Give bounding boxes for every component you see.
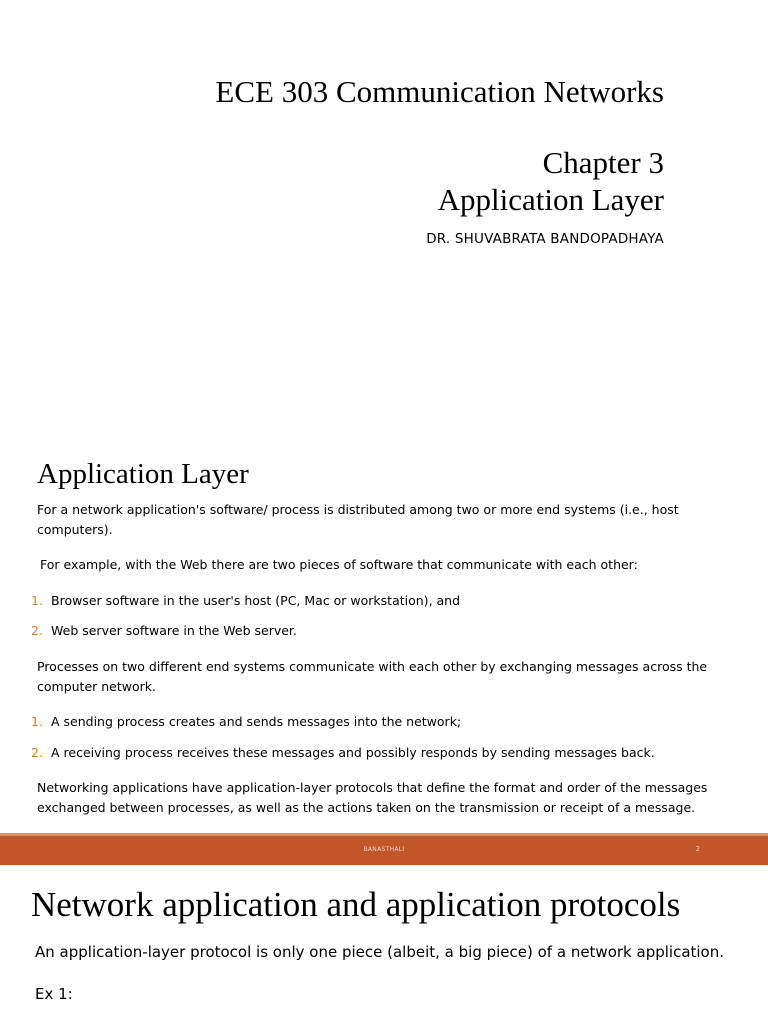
slide-application-layer: [0, 440, 768, 865]
footer-label: BANASTHALI: [363, 846, 405, 853]
course-title: ECE 303 Communication Networks: [215, 74, 664, 109]
paragraph-example: For example, with the Web there are two pieces of software that communicate with each other:: [40, 557, 638, 572]
paragraph-processes: Processes on two different end systems communicate with each other by exchanging messages across the computer network.: [37, 659, 708, 694]
list-number: 1.: [31, 714, 43, 729]
paragraph-intro: For a network application's software/ process is distributed among two or more end systems (i.e., host computers).: [37, 502, 679, 537]
paragraph-protocol-piece: An application-layer protocol is only one piece (albeit, a big piece) of a network application.: [35, 943, 725, 961]
list-item: [31, 712, 711, 732]
list-item: [31, 621, 711, 641]
example-label: Ex 1:: [35, 985, 73, 1003]
list-item: [31, 591, 711, 611]
slide-footer: [0, 833, 768, 865]
list-number: 2.: [31, 745, 43, 760]
list-item: [31, 743, 711, 763]
list-text: A sending process creates and sends messages into the network;: [51, 714, 462, 729]
chapter-heading: Chapter 3: [542, 145, 664, 180]
list-number: 1.: [31, 593, 43, 608]
list-text: Browser software in the user's host (PC, Mac or workstation), and: [51, 593, 461, 608]
slide-title: [0, 0, 768, 440]
slide-heading: Application Layer: [37, 458, 249, 490]
chapter-subtitle: Application Layer: [437, 182, 664, 217]
slide-network-application: [0, 865, 768, 1024]
author-name: DR. SHUVABRATA BANDOPADHAYA: [426, 231, 664, 247]
list-text: Web server software in the Web server.: [51, 623, 297, 638]
list-text: A receiving process receives these messages and possibly responds by sending messages back.: [51, 745, 655, 760]
paragraph-protocols: Networking applications have application-layer protocols that define the format and order of the messages exchanged between processes, as well as the actions taken on the transmission or receipt of a message.: [37, 780, 708, 815]
slide-heading: Network application and application protocols: [31, 885, 681, 924]
list-number: 2.: [31, 623, 43, 638]
page-number: 2: [695, 845, 700, 853]
